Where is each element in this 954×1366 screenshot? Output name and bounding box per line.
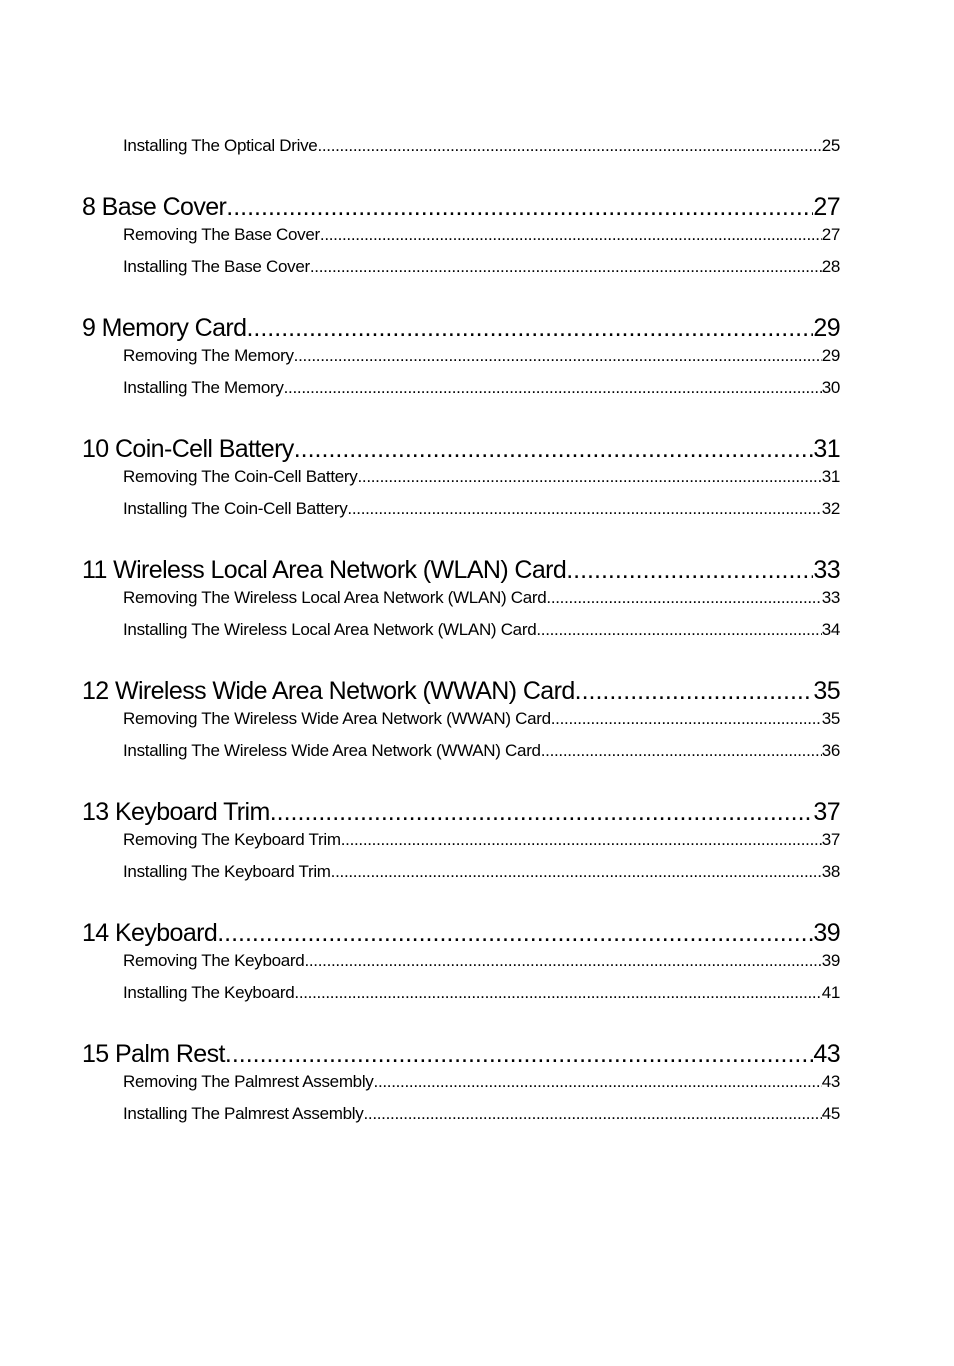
dot-leader	[320, 219, 822, 251]
toc-entry-page-number: 30	[821, 378, 840, 397]
toc-entry-title: Installing The Keyboard	[123, 983, 295, 1002]
toc-entry-title: Removing The Keyboard	[123, 951, 305, 970]
dot-leader	[357, 461, 821, 493]
toc-chapter-title: 12 Wireless Wide Area Network (WWAN) Card	[82, 677, 575, 705]
toc-entry-page-number: 34	[821, 620, 840, 639]
toc-entry-title: Installing The Optical Drive	[123, 136, 318, 155]
toc-entry-page-number: 31	[821, 467, 840, 486]
toc-entry-page-number: 41	[821, 983, 840, 1002]
toc-entry-title: Removing The Wireless Wide Area Network (WWAN) Card	[123, 709, 551, 728]
dot-leader	[304, 945, 821, 977]
toc-entry-removing-wwan-card[interactable]	[123, 703, 840, 735]
toc-entry-page-number: 29	[821, 346, 840, 365]
toc-entry-title: Removing The Wireless Local Area Network (WLAN) Card	[123, 588, 547, 607]
toc-entry-installing-base-cover[interactable]	[123, 251, 840, 283]
dot-leader	[363, 1098, 821, 1130]
toc-chapter-title: 13 Keyboard Trim	[82, 798, 270, 826]
toc-chapter-title: 14 Keyboard	[82, 919, 218, 947]
toc-entry-page-number: 39	[821, 951, 840, 970]
toc-entry-page-number: 33	[821, 588, 840, 607]
toc-entry-title: Removing The Base Cover	[123, 225, 320, 244]
toc-entry-removing-coin-cell-battery[interactable]	[123, 461, 840, 493]
toc-chapter-title: 10 Coin-Cell Battery	[82, 435, 294, 463]
toc-entry-title: Removing The Palmrest Assembly	[123, 1072, 374, 1091]
toc-entry-removing-keyboard[interactable]	[123, 945, 840, 977]
toc-entry-title: Installing The Memory	[123, 378, 284, 397]
toc-chapter-title: 9 Memory Card	[82, 314, 247, 342]
toc-entry-installing-coin-cell-battery[interactable]	[123, 493, 840, 525]
toc-chapter-page-number: 35	[813, 677, 840, 705]
dot-leader	[284, 372, 822, 404]
toc-chapter-page-number: 43	[813, 1040, 840, 1068]
toc-chapter-page-number: 27	[813, 193, 840, 221]
dot-leader	[294, 340, 822, 372]
toc-entry-installing-wlan-card[interactable]	[123, 614, 840, 646]
toc-entry-page-number: 28	[821, 257, 840, 276]
dot-leader	[347, 493, 821, 525]
dot-leader	[541, 735, 822, 767]
toc-chapter-page-number: 29	[813, 314, 840, 342]
toc-chapter-page-number: 39	[813, 919, 840, 947]
dot-leader	[341, 824, 822, 856]
toc-entry-removing-palmrest-assembly[interactable]	[123, 1066, 840, 1098]
dot-leader	[331, 856, 822, 888]
toc-chapter-title: 15 Palm Rest	[82, 1040, 225, 1068]
dot-leader	[536, 614, 821, 646]
toc-entry-installing-wwan-card[interactable]	[123, 735, 840, 767]
toc-entry-page-number: 43	[821, 1072, 840, 1091]
toc-entry-installing-optical-drive[interactable]	[123, 130, 840, 162]
toc-chapter-title: 11 Wireless Local Area Network (WLAN) Card	[82, 556, 567, 584]
toc-entry-page-number: 36	[821, 741, 840, 760]
toc-entry-page-number: 45	[821, 1104, 840, 1123]
toc-entry-title: Installing The Wireless Local Area Network (WLAN) Card	[123, 620, 537, 639]
toc-entry-installing-keyboard[interactable]	[123, 977, 840, 1009]
toc-entry-installing-keyboard-trim[interactable]	[123, 856, 840, 888]
toc-chapter-title: 8 Base Cover	[82, 193, 227, 221]
toc-entry-removing-memory[interactable]	[123, 340, 840, 372]
dot-leader	[294, 977, 821, 1009]
toc-chapter-page-number: 33	[813, 556, 840, 584]
table-of-contents	[82, 130, 840, 1130]
toc-entry-title: Installing The Coin-Cell Battery	[123, 499, 348, 518]
dot-leader	[546, 582, 821, 614]
toc-entry-removing-keyboard-trim[interactable]	[123, 824, 840, 856]
toc-entry-page-number: 27	[821, 225, 840, 244]
toc-entry-removing-wlan-card[interactable]	[123, 582, 840, 614]
toc-entry-page-number: 38	[821, 862, 840, 881]
toc-entry-removing-base-cover[interactable]	[123, 219, 840, 251]
toc-entry-title: Removing The Coin-Cell Battery	[123, 467, 358, 486]
dot-leader	[310, 251, 822, 283]
dot-leader	[374, 1066, 822, 1098]
toc-entry-installing-memory[interactable]	[123, 372, 840, 404]
toc-entry-title: Installing The Base Cover	[123, 257, 310, 276]
toc-entry-page-number: 32	[821, 499, 840, 518]
dot-leader	[317, 130, 821, 162]
toc-entry-installing-palmrest-assembly[interactable]	[123, 1098, 840, 1130]
toc-chapter-page-number: 31	[813, 435, 840, 463]
dot-leader	[551, 703, 822, 735]
toc-entry-title: Removing The Memory	[123, 346, 294, 365]
toc-entry-page-number: 35	[821, 709, 840, 728]
toc-entry-page-number: 37	[821, 830, 840, 849]
toc-entry-page-number: 25	[821, 136, 840, 155]
toc-entry-title: Installing The Palmrest Assembly	[123, 1104, 364, 1123]
toc-entry-title: Removing The Keyboard Trim	[123, 830, 341, 849]
toc-entry-title: Installing The Keyboard Trim	[123, 862, 331, 881]
toc-entry-title: Installing The Wireless Wide Area Network (WWAN) Card	[123, 741, 541, 760]
toc-chapter-page-number: 37	[813, 798, 840, 826]
